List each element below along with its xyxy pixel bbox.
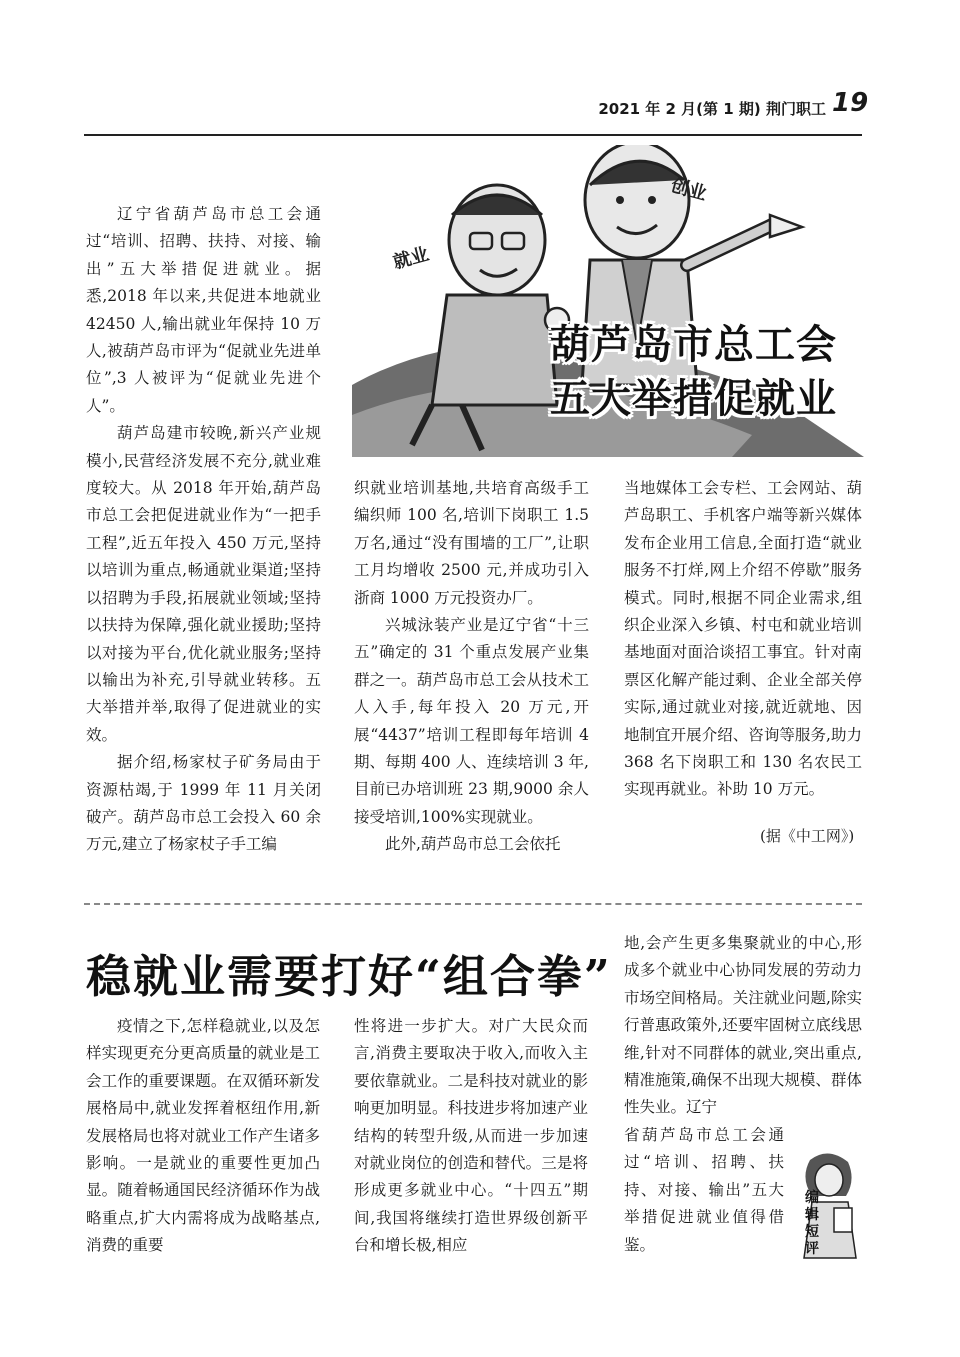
paragraph: 地,会产生更多集聚就业的中心,形成多个就业中心协同发展的劳动力市场空间格局。关注就业问题,除实行普惠政策外,还要牢固树立底线思维,针对不同群体的就业,突出重点,精准施策,确保不出现大规模、群体性失业。辽宁 [624, 934, 862, 1117]
article1-column-1 [86, 201, 321, 859]
issue-header: 2021 年 2 月(第 1 期) 荆门职工 [598, 100, 826, 118]
paragraph: 此外,葫芦岛市总工会依托 [385, 835, 561, 854]
article1-column-2 [354, 475, 589, 859]
paragraph: 性将进一步扩大。对广大民众而言,消费主要取决于收入,而收入主要依靠就业。二是科技对就业的影响更加明显。科技进步将加速产业结构的转型升级,从而进一步加速对就业岗位的创造和替代。三是将形成更多就业中心。“十四五”期间,我国将继续打造世界级创新平台和增长极,相应 [354, 1017, 588, 1255]
article2-column-2 [354, 1013, 588, 1260]
paragraph: 织就业培训基地,共培育高级手工编织师 100 名,培训下岗职工 1.5 万名,通过“没有围墙的工厂”,让职工月均增收 2500 元,并成功引入浙商 1000 万元投资办厂。 [354, 479, 589, 607]
paragraph: 疫情之下,怎样稳就业,以及怎样实现更充分更高质量的就业是工会工作的重要课题。在双循环新发展格局中,就业发挥着枢纽作用,新发展格局也将对就业工作产生诸多影响。一是就业的重要性更加凸显。随着畅通国民经济循环作为战略重点,扩大内需将成为战略基点,消费的重要 [86, 1017, 320, 1255]
header-rule [84, 134, 862, 136]
paragraph: 当地媒体工会专栏、工会网站、葫芦岛职工、手机客户端等新兴媒体发布企业用工信息,全面打造“就业服务不打烊,网上介绍不停歇”服务模式。同时,根据不同企业需求,组织企业深入乡镇、村屯和就业培训基地面对面洽谈招工事宜。针对南票区化解产能过剩、企业全部关停实际,通过就业对接,就近就地、因地制宜开展介绍、咨询等服务,助力 368 名下岗职工和 130 名农民工实现再就业。补助 10 万元。 [624, 479, 862, 799]
paragraph: 葫芦岛建市较晚,新兴产业规模小,民营经济发展不充分,就业难度较大。从 2018 年开始,葫芦岛市总工会把促进就业作为“一把手工程”,近五年投入 450 万元,坚持以培训为重点,畅通就业渠道;坚持以招聘为手段,拓展就业领域;坚持以扶持为保障,强化就业援助;坚持以对接为平台,优化就业服务;坚持以输出为补充,引导就业转移。五大举措并举,取得了促进就业的实效。 [86, 424, 321, 744]
article2-column-3-bottom [624, 1122, 784, 1259]
paragraph: 据介绍,杨家杖子矿务局由于资源枯竭,于 1999 年 11 月关闭破产。葫芦岛市总工会投入 60 余万元,建立了杨家杖子手工编 [86, 753, 321, 854]
page-number: 19 [832, 88, 869, 118]
editor-comment-label: 编辑短评 [805, 1190, 819, 1257]
article2-column-3 [624, 930, 862, 1122]
article1-title-line1: 葫芦岛市总工会 [550, 322, 837, 368]
illustration-label-right: 创业 [668, 175, 709, 205]
article1-source: (据《中工网》) [760, 827, 855, 845]
editor-cartoon [790, 1150, 866, 1260]
article2-column-1 [86, 1013, 320, 1260]
article1-title [550, 318, 860, 426]
paragraph: 兴城泳装产业是辽宁省“十三五”确定的 31 个重点发展产业集群之一。葫芦岛市总工会从技术工人入手,每年投入 20 万元,开展“4437”培训工程即每年培训 4 期、每期 400 人、连续培训 3 年,目前已办培训班 23 期,9000 余人接受培训,100%实现就业。 [354, 616, 589, 826]
paragraph: 省葫芦岛市总工会通过“培训、招聘、扶持、对接、输出”五大举措促进就业值得借鉴。 [624, 1126, 784, 1254]
article1-title-line2: 五大举措促就业 [550, 376, 837, 422]
paragraph: 辽宁省葫芦岛市总工会通过“培训、招聘、扶持、对接、输出”五大举措促进就业。据悉,2018 年以来,共促进本地就业 42450 人,输出就业年保持 10 万人,被葫芦岛市评为“促就业先进单位”,3 人被评为“促就业先进个人”。 [86, 205, 321, 415]
article1-column-3 [624, 475, 862, 804]
illustration-label-left: 就业 [390, 243, 432, 274]
section-divider [84, 903, 862, 905]
article2-title: 稳就业需要打好“组合拳” [86, 950, 612, 1003]
